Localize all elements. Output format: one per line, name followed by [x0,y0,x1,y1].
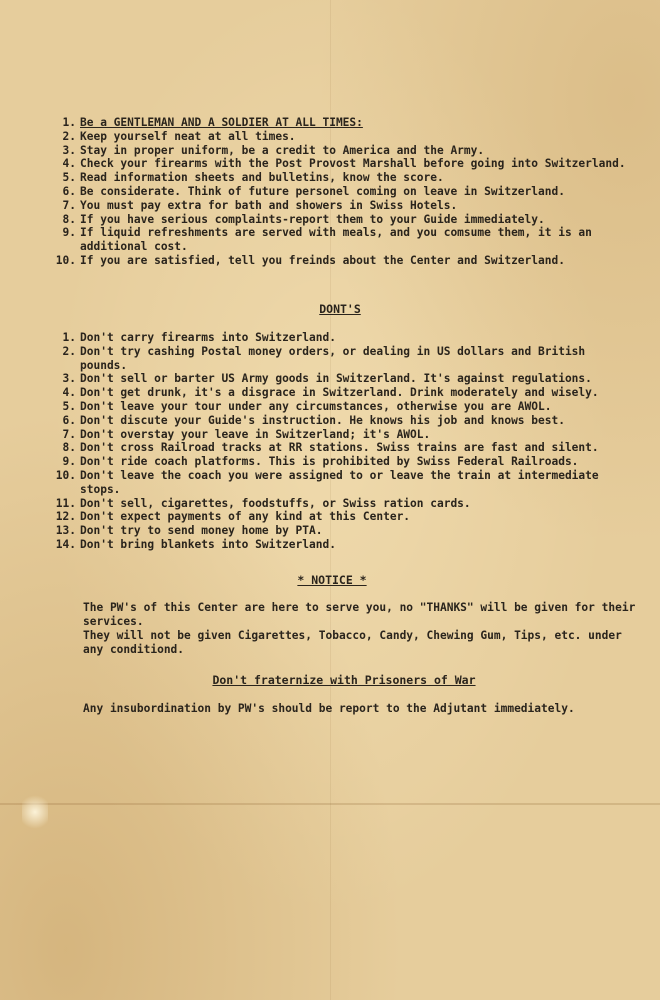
rule-item: 4. Check your firearms with the Post Provost Marshall before going into Switzerland. [62,157,626,171]
donts-heading: DONT'S [319,302,361,316]
rule-item: 3. Stay in proper uniform, be a credit to America and the Army. [62,143,485,157]
notice-heading: * NOTICE * [297,573,367,587]
dont-item: 5. Don't leave your tour under any circumstances, otherwise you are AWOL. [62,399,552,413]
donts-list [52,331,635,552]
dont-item: 9. Don't ride coach platforms. This is prohibited by Swiss Federal Railroads. [62,455,579,469]
paper-tear [22,792,48,832]
dont-item: 13. Don't try to send money home by PTA. [55,524,323,538]
dont-item: 14. Don't bring blankets into Switzerland. [55,537,336,551]
fraternize-heading: Don't fraternize with Prisoners of War [212,673,476,687]
dont-item: 11. Don't sell, cigarettes, foodstuffs, or Swiss ration cards. [55,496,471,510]
dont-item: 7. Don't overstay your leave in Switzerland; it's AWOL. [62,427,431,441]
rule-item: 1. Be a GENTLEMAN AND A SOLDIER AT ALL TIMES: [62,116,363,129]
dont-item: 1. Don't carry firearms into Switzerland. [62,331,336,344]
notice-paragraph-gifts: They will not be given Cigarettes, Tobacco, Candy, Chewing Gum, Tips, etc. under any conditiond. [83,629,629,656]
dont-item: 3. Don't sell or barter US Army goods in Switzerland. It's against regulations. [62,372,592,386]
dont-item: 10. Don't leave the coach you were assigned to or leave the train at intermediate stops. [55,468,606,496]
dont-item: 4. Don't get drunk, it's a disgrace in Switzerland. Drink moderately and wisely. [62,386,599,400]
dont-item: 6. Don't discute your Guide's instruction. He knows his job and knows best. [62,413,565,427]
dont-item: 12. Don't expect payments of any kind at this Center. [55,510,411,524]
rule-item: 8. If you have serious complaints-report them to your Guide immediately. [62,212,545,226]
rule-item: 10. If you are satisfied, tell you freinds about the Center and Switzerland. [55,253,565,267]
notice-paragraph-thanks: The PW's of this Center are here to serve you, no "THANKS" will be given for their services. [83,601,643,628]
rule-item: 2. Keep yourself neat at all times. [62,129,296,143]
insubordination-note: Any insubordination by PW's should be report to the Adjutant immediately. [83,702,575,715]
rule-item: 9. If liquid refreshments are served with meals, and you comsume them, it is an additional cost. [62,226,599,254]
rule-item: 6. Be considerate. Think of future personel coming on leave in Switzerland. [62,184,565,198]
dont-item: 8. Don't cross Railroad tracks at RR stations. Swiss trains are fast and silent. [62,441,599,455]
dont-item: 2. Don't try cashing Postal money orders, or dealing in US dollars and British pounds. [62,344,592,372]
rule-item: 5. Read information sheets and bulletins, know the score. [62,171,444,185]
rule-item: 7. You must pay extra for bath and showers in Swiss Hotels. [62,198,458,212]
rules-list [52,116,635,268]
